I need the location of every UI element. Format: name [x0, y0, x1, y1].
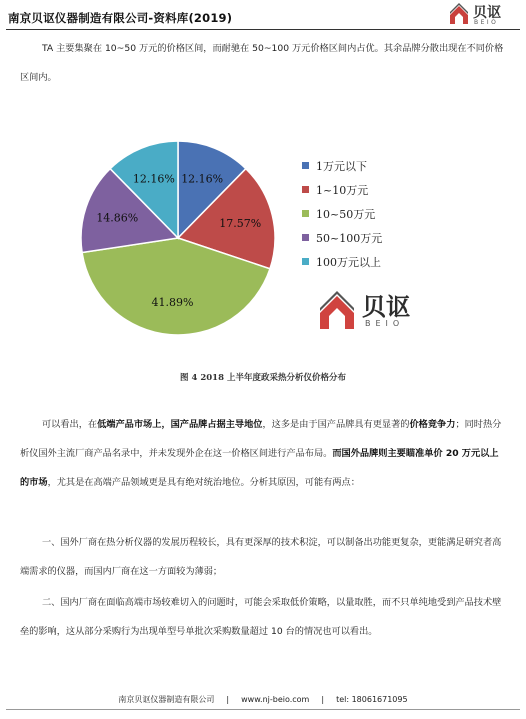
footer-company: 南京贝讴仪器制造有限公司 — [118, 695, 215, 704]
figure-caption: 图 4 2018 上半年度政采热分析仪价格分布 — [180, 373, 346, 383]
page-header — [0, 0, 526, 32]
paragraph-reason-one: 一、国外厂商在热分析仪器的发展历程较长，具有更深厚的技术积淀，可以制备出功能更复杂，更能满足研究者高端需求的仪器，而国内厂商在这一方面较为薄弱； — [20, 537, 502, 577]
legend-swatch — [302, 258, 309, 265]
watermark-logo-cn: 贝讴 — [362, 293, 410, 321]
pie-slice-label-3: 41.89% — [151, 295, 194, 309]
footer-phone: tel: 18061671095 — [336, 695, 408, 704]
pie-chart — [0, 128, 526, 348]
beio-watermark-icon — [318, 289, 356, 331]
header-divider — [6, 29, 520, 30]
legend-label: 1万元以下 — [316, 160, 367, 173]
watermark-logo — [318, 289, 433, 335]
price-distribution-chart — [0, 128, 526, 348]
analysis-emphasis: 低端产品市场上 — [97, 419, 162, 430]
analysis-text: ；同时热分析仪国外主流厂商产品名录中，并未发现外企在这一价格区间进行产品布局。 — [20, 419, 502, 459]
legend-label: 1~10万元 — [316, 184, 369, 197]
page-footer: 南京贝讴仪器制造有限公司 | www.nj-beio.com | tel: 18061671095 — [118, 695, 408, 704]
legend-label: 100万元以上 — [316, 256, 381, 269]
analysis-text: ，尤其是在高端产品领域更是具有绝对统治地位。分析其原因，可能有两点： — [47, 477, 360, 488]
header-title: 南京贝讴仪器制造有限公司-资料库(2019) — [8, 11, 233, 25]
legend-swatch — [302, 210, 309, 217]
header-logo — [448, 2, 518, 28]
analysis-text: 可以看出，在 — [42, 419, 98, 430]
analysis-emphasis: 国产品牌占据主导地位 — [170, 419, 263, 430]
pie-slice-label-2: 17.57% — [219, 216, 262, 230]
legend-swatch — [302, 186, 309, 193]
footer-website: www.nj-beio.com — [241, 695, 310, 704]
analysis-text: ，这多是由于国产品牌具有更显著的 — [262, 419, 410, 430]
legend-label: 50~100万元 — [316, 232, 383, 245]
pie-slice-label-5: 12.16% — [132, 172, 175, 186]
analysis-emphasis: ， — [161, 419, 171, 430]
header-logo-cn: 贝讴 — [473, 5, 501, 21]
paragraph-intro: TA 主要集聚在 10~50 万元的价格区间，而耐驰在 50~100 万元价格区间内占优。其余品牌分散出现在不同价格区间内。 — [20, 43, 504, 83]
paragraph-analysis — [20, 410, 506, 497]
header-logo-en: BEIO — [474, 19, 499, 26]
legend-label: 10~50万元 — [316, 208, 376, 221]
beio-logo-icon — [448, 2, 470, 26]
paragraph-reason-two: 二、国内厂商在面临高端市场较难切入的问题时，可能会采取低价策略，以量取胜，而不只单纯地受到产品技术壁垒的影响，这从部分采购行为出现单型号单批次采购数量超过 10 台的情况也可以看出。 — [20, 597, 502, 637]
legend-swatch — [302, 234, 309, 241]
pie-slice-label-4: 14.86% — [96, 211, 139, 225]
legend-swatch — [302, 162, 309, 169]
footer-divider — [6, 709, 520, 710]
watermark-logo-en: BEIO — [365, 319, 405, 328]
analysis-emphasis: 价格竞争力 — [409, 419, 456, 430]
pie-slice-label-1: 12.16% — [181, 172, 224, 186]
analysis-emphasis: 而国外品牌则主要瞄准单价 20 万元以上的市场 — [20, 448, 499, 488]
